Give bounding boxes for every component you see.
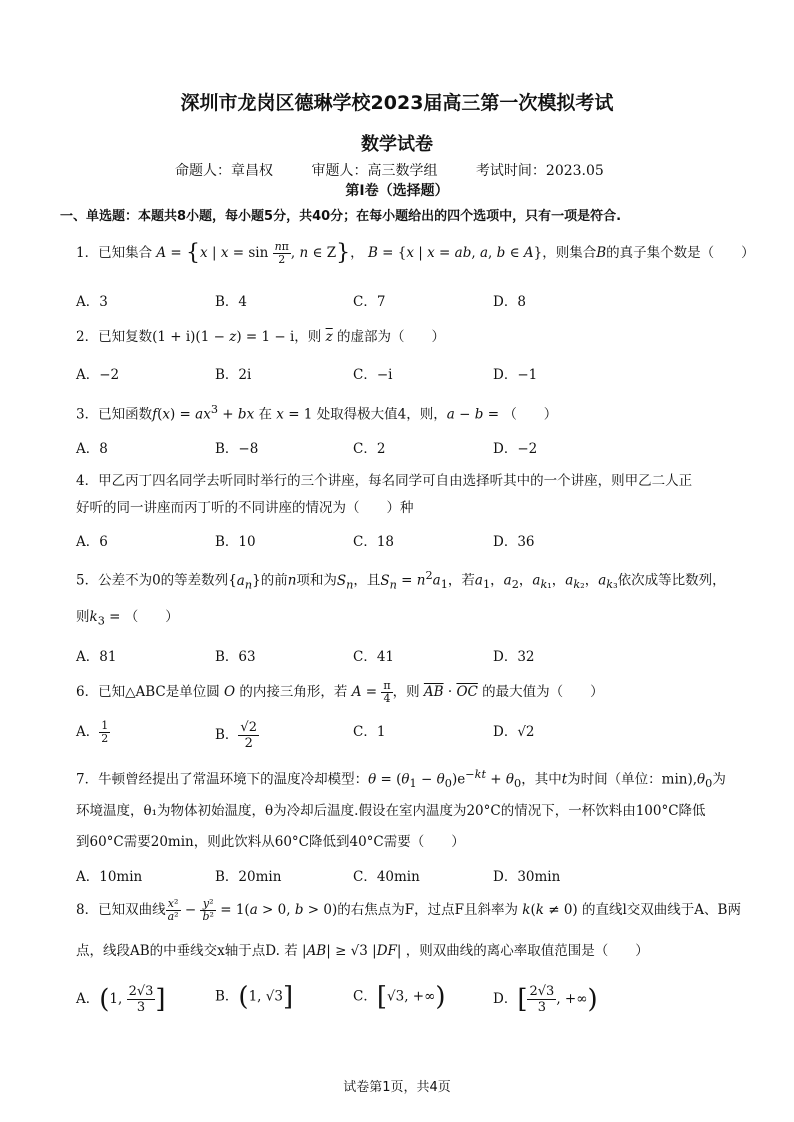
options-6 [76,720,756,756]
option[interactable]: B．(1, √3] [215,982,294,1012]
option[interactable]: D．−1 [493,367,538,383]
exam-meta [175,160,638,180]
page-footer: 试卷第1页，共4页 [343,1080,451,1095]
option[interactable]: A．8 [76,441,108,457]
exam-time-label: 考试时间：2023.05 [475,163,604,179]
author-label: 命题人：章昌权 [175,163,273,179]
option[interactable]: D．√2 [493,724,535,740]
question-8: 8．已知双曲线 $\frac{\text{x²}}{\text{a²}}$ − $\frac{\text{y²}}{\text{b²}}$ = 1(a > 0, b > 0)的右焦点为F，过点F且斜率为 k(k ≠ 0) 的直线l交双曲线于A、B两 [76,897,741,923]
option[interactable]: B．−8 [215,441,259,457]
reviewer-label: 审题人：高三数学组 [311,163,438,179]
option[interactable]: D．8 [493,294,526,310]
question-5-line-2: 则$k_3$ = （ ） [76,609,179,628]
options-4 [76,530,756,554]
question-6: 6．已知△ABC是单位圆 O 的内接三角形，若 A = $\frac{\pi}{4}$ ，则 $\overline{AB} \cdot \overline{OC}$ 的最大值为（ ） [76,679,604,705]
option[interactable]: C．7 [353,294,386,310]
option[interactable]: A．10min [76,869,143,885]
option[interactable]: B．20min [215,869,282,885]
question-7: 7．牛顿曾经提出了常温环境下的温度冷却模型：$\theta = (\theta_1 - \theta_0)e^{-kt} + \theta_0$，其中t为时间（单位：$\min),\theta_0$为 [76,768,726,791]
option[interactable]: D．−2 [493,441,538,457]
option[interactable]: B． $\frac{√2}{2}$ [215,720,257,751]
section-heading: 一、单选题：本题共8小题，每小题5分，共40分；在每小题给出的四个选项中，只有一项是符合. [60,209,622,224]
question-7-line-2: 环境温度，θ₁为物体初始温度，θ为冷却后温度.假设在室内温度为20°C的情况下，一杯饮料由100°C降低 [76,803,706,819]
option[interactable]: A．81 [76,649,117,665]
option[interactable]: C．18 [353,534,395,550]
question-2: 2．已知复数(1 + i)(1 − z) = 1 − i，则 $\overline{z}$ 的虚部为（ ） [76,329,445,345]
question-3: 3．已知函数$f(x) = ax^3$ + bx 在 x = 1 处取得极大值4，则，a − b = （ ） [76,403,558,423]
option[interactable]: B．10 [215,534,256,550]
options-7 [76,865,756,889]
question-5: 5．公差不为0的等差数列$\{a_n\}$的前n项和为$S_n$，且$S_n = n^2a_1$，若$a_1$，$a_2$，$a_{k_1}$，$a_{k_2}$，$a_{k_3}$依次成等比数列， [76,569,726,592]
volume-label: 第Ⅰ卷（选择题） [345,183,449,199]
question-4-line-2: 好听的同一讲座而丙丁听的不同讲座的情况为（ ）种 [76,500,414,516]
option[interactable]: A．6 [76,534,108,550]
option[interactable]: B．4 [215,294,248,310]
option[interactable]: D．30min [493,869,561,885]
option[interactable]: C．40min [353,869,420,885]
exam-subtitle: 数学试卷 [361,134,433,155]
option[interactable]: A．(1, $\frac{2√3}{3}$ ] [76,984,166,1015]
option[interactable]: C．2 [353,441,386,457]
option[interactable]: D．36 [493,534,535,550]
options-1 [76,290,756,314]
option[interactable]: D．32 [493,649,535,665]
option[interactable]: C．[√3, +∞) [353,982,446,1012]
option[interactable]: C．1 [353,724,386,740]
question-8-line-2: 点，线段AB的中垂线交x轴于点D. 若 |AB| ≥ √3 |DF| ，则双曲线的离心率取值范围是（ ） [76,943,649,959]
option[interactable]: C．41 [353,649,395,665]
options-2 [76,363,756,387]
option[interactable]: A． $\frac{1}{2}$ [76,719,109,745]
option[interactable]: B．2i [215,367,252,383]
question-1: 1．已知集合 A = {x | x = sin $\frac{n\pi}{2}$ , n ∈ Z}， B = {x | x = ab, a, b ∈ A}，则集合B的真子集个数是（ ） [76,240,755,266]
question-4: 4．甲乙丙丁四名同学去听同时举行的三个讲座，每名同学可自由选择听其中的一个讲座，则甲乙二人正 [76,473,693,489]
options-3 [76,437,756,461]
option[interactable]: A．−2 [76,367,120,383]
options-5 [76,645,756,669]
option[interactable]: C．−i [353,367,393,383]
option[interactable]: B．63 [215,649,256,665]
options-8 [76,984,756,1024]
option[interactable]: A．3 [76,294,108,310]
option[interactable]: D．[ $\frac{2√3}{3}$ , +∞) [493,984,598,1015]
exam-title: 深圳市龙岗区德琳学校2023届高三第一次模拟考试 [180,92,614,114]
question-7-line-3: 到60°C需要20min，则此饮料从60°C降低到40°C需要（ ） [76,834,465,850]
